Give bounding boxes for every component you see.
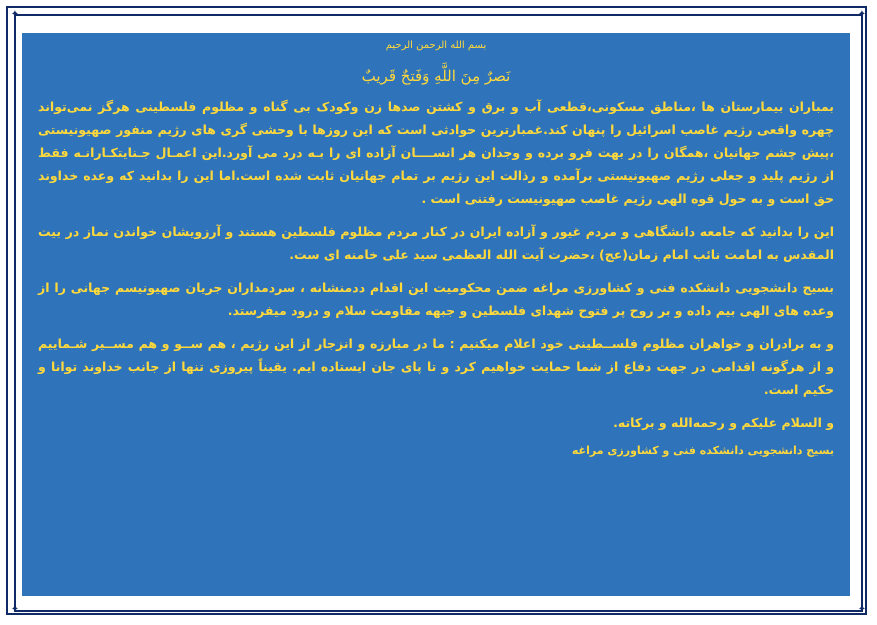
paragraph-3: بسیج دانشجویی دانشکده فنی و کشاورزی مراغه ضمن محکومیت این اقدام ددمنشانه ، سردمداران جریان صهیونیسم جهانی را از وعده های الهی بیم داده و بر روح پر فتوح شهدای فلسطین و جبهه مقاومت سلام و درود میفرستد. [38,280,834,318]
statement-panel [22,33,850,596]
corner-ornament-icon: ✦ [10,9,20,20]
corner-ornament-icon: ✦ [857,9,867,20]
paragraph-4: و به برادران و خواهران مظلوم فلســطینی خود اعلام میکنیم : ما در مبارزه و انزجار از این رژیم ، هم ســو و هم مســیر شـماییم و از هرگونه اقدامی در جهت دفاع از شما حمایت خواهیم کرد و تا پای جان ایستاده ایم. یقیناً پیروزی تنها از جانب خداوند توانا و حکیم است. [38,336,834,397]
signature: بسیج دانشجویی دانشکده فنی و کشاورزی مراغه [571,444,834,457]
quran-verse: نَصرٌ مِنَ اللَّهِ وَفَتحٌ قَريبٌ [361,67,511,85]
corner-ornament-icon: ✦ [10,604,20,615]
basmala: بسم الله الرحمن الرحیم [385,40,487,51]
paragraph-2: این را بدانید که جامعه دانشگاهی و مردم غیور و آزاده ایران در کنار مردم مظلوم فلسطین هستند و آرزویشان خواندن نماز در بیت المقدس به امامت نائب امام زمان(عج) ،حضرت آیت الله العظمی سید علی خامنه ای ست. [38,224,834,262]
paragraph-1: بمباران بیمارستان ها ،مناطق مسکونی،قطعی آب و برق و کشتن صدها زن وکودک بی گناه و مظلوم فلسطینی هرگز نمی‌تواند چهره واقعی رژیم غاصب اسرائیل را پنهان کند.غمبارترین حوادثی است که این روزها با وحشی گری های رژیم منفور صهیونیستی ،پیش چشم جهانیان ،همگان را در بهت فرو برده و وجدان هر انســــان آزاده ای را بـه درد می آورد.این اعمـال جـنایتکـارانـه فقط از رژیم پلید و جعلی رژیم صهیونیستی برآمده و رذالت این رژیم بر تمام جهانیان ثابت شده است.اما این را بدانید که وعده خداوند حق است و به حول قوه الهی رژیم غاصب صهیونیست رفتنی است . [38,99,834,206]
closing-greeting: و السلام علیکم و رحمه‌الله و برکاته. [613,415,834,430]
corner-ornament-icon: ✦ [857,604,867,615]
